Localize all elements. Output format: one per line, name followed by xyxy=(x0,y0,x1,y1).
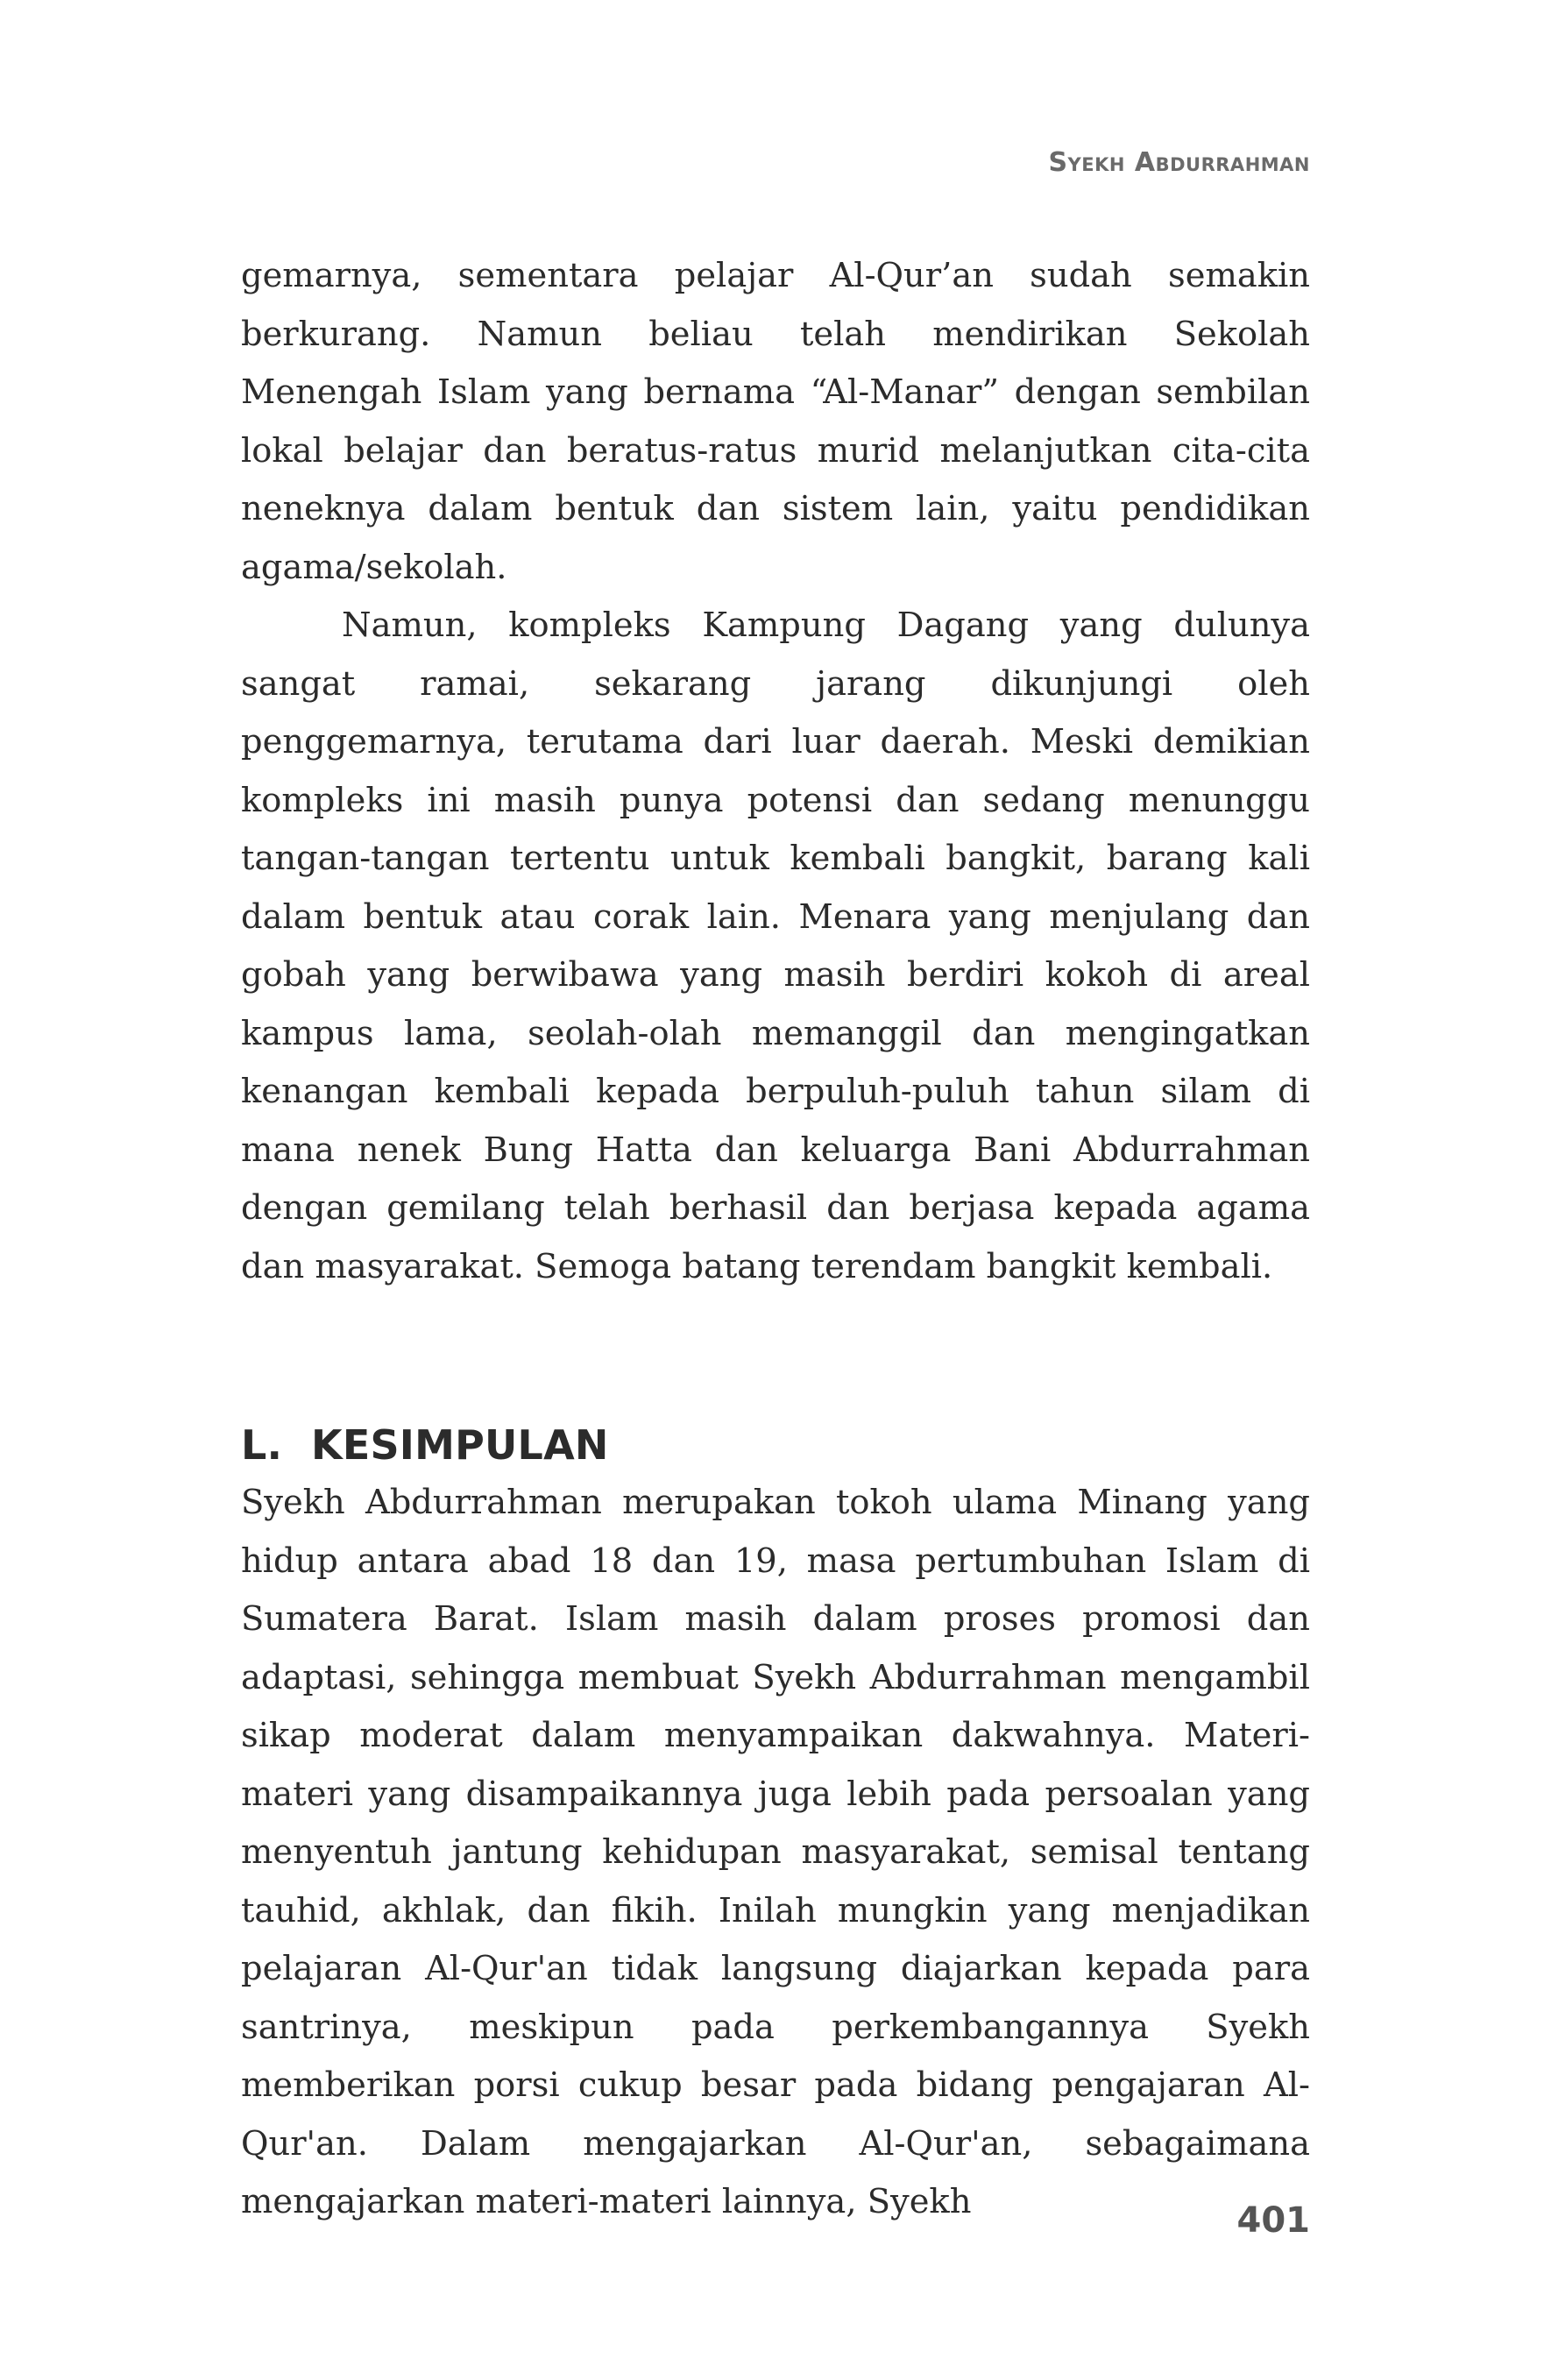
running-header: Syekh Abdurrahman xyxy=(1048,147,1310,178)
section-title: KESIMPULAN xyxy=(311,1421,609,1469)
paragraph-kampung-dagang: Namun, kompleks Kampung Dagang yang dulunya sangat ramai, sekarang jarang dikunjungi oleh penggemarnya, terutama dari luar daerah. Meski demikian kompleks ini masih punya potensi dan sedang menunggu tangan-tangan tertentu untuk kembali bangkit, barang kali dalam bentuk atau corak lain. Menara yang menjulang dan gobah yang berwibawa yang masih berdiri kokoh di areal kampus lama, seolah-olah memanggil dan mengingatkan kenangan kembali kepada berpuluh-puluh tahun silam di mana nenek Bung Hatta dan keluarga Bani Abdurrahman dengan gemilang telah berhasil dan berjasa kepada agama dan masyarakat. Semoga batang terendam bangkit kembali. xyxy=(241,606,1310,1286)
paragraph-continuation: gemarnya, sementara pelajar Al-Qur’an sudah semakin berkurang. Namun beliau telah mendirikan Sekolah Menengah Islam yang bernama “Al-Manar” dengan sembilan lokal belajar dan beratus-ratus murid melanjutkan cita-cita neneknya dalam bentuk dan sistem lain, yaitu pendidikan agama/sekolah. xyxy=(241,256,1310,587)
body-text xyxy=(241,247,1310,2232)
paragraph-conclusion: Syekh Abdurrahman merupakan tokoh ulama Minang yang hidup antara abad 18 dan 19, masa pertumbuhan Islam di Sumatera Barat. Islam masih dalam proses promosi dan adaptasi, sehingga membuat Syekh Abdurrahman mengambil sikap moderat dalam menyampaikan dakwahnya. Materi-materi yang disampaikannya juga lebih pada persoalan yang menyentuh jantung kehidupan masyarakat, semisal tentang tauhid, akhlak, dan fikih. Inilah mungkin yang menjadikan pelajaran Al-Qur'an tidak langsung diajarkan kepada para santrinya, meskipun pada perkembangannya Syekh memberikan porsi cukup besar pada bidang pengajaran Al-Qur'an. Dalam mengajarkan Al-Qur'an, sebagaimana mengajarkan materi-materi lainnya, Syekh xyxy=(241,1483,1310,2221)
page-number: 401 xyxy=(1236,2200,1310,2241)
section-heading xyxy=(241,1416,1310,1474)
section-number: L. xyxy=(241,1421,283,1469)
